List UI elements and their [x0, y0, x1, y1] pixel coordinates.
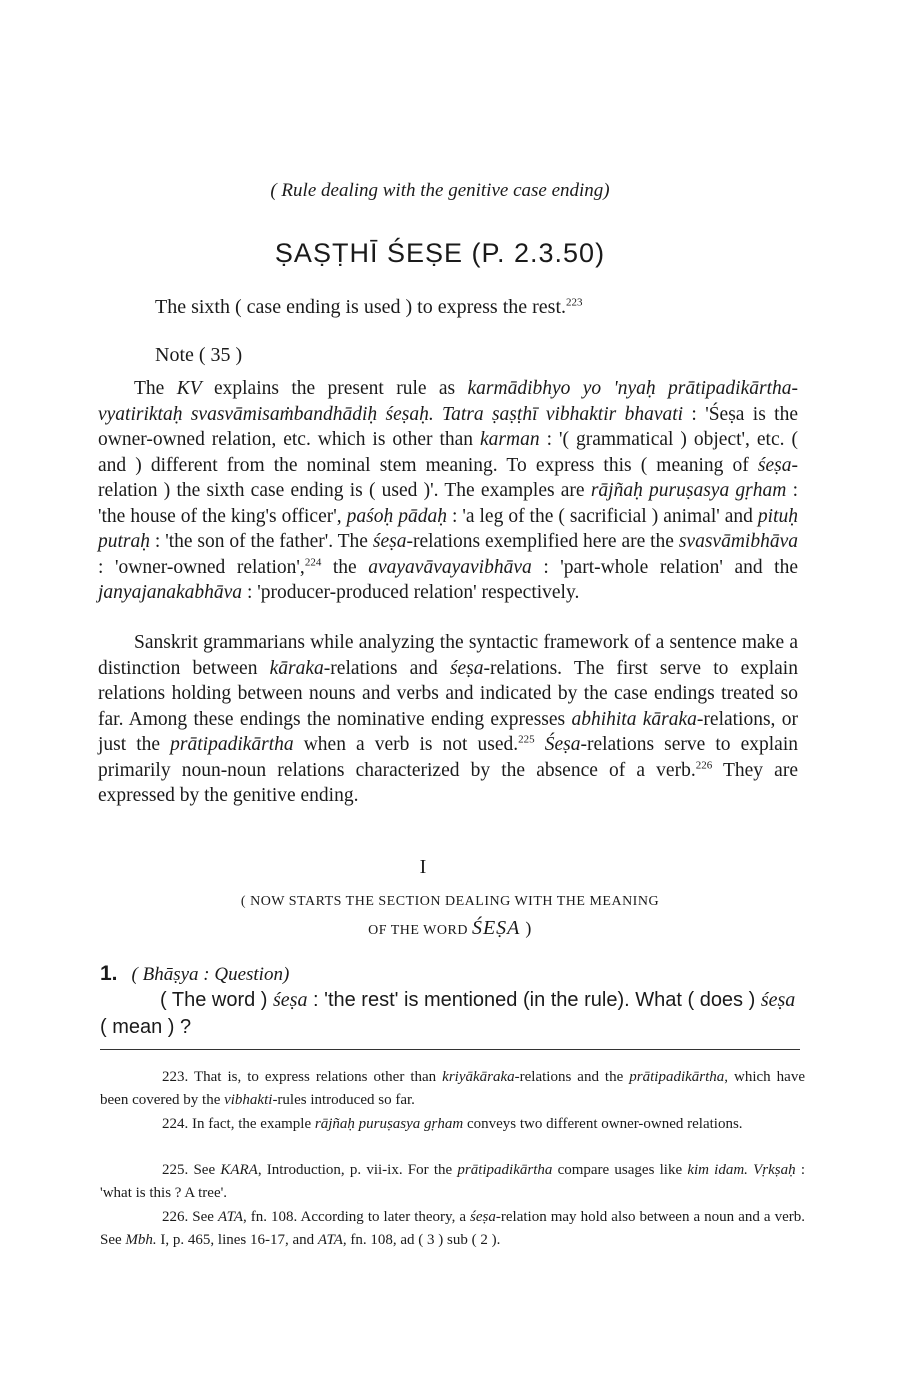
section-heading-line1: ( NOW STARTS THE SECTION DEALING WITH THE MEANING — [240, 894, 660, 909]
page-title: ṢAṢṬHĪ ŚEṢE (P. 2.3.50) — [274, 238, 606, 268]
text: -relations exemplified here are the — [406, 531, 679, 552]
text: -relations and — [323, 657, 450, 679]
text-italic: karman — [480, 429, 540, 450]
text: : 'a leg of the ( sacrificial ) animal' and — [446, 505, 758, 527]
text: : 'part-whole relation' and the — [531, 556, 798, 578]
text-italic: pituḥ putraḥ — [98, 505, 799, 552]
section-heading-line2 — [170, 915, 730, 944]
footnote-ref: 226 — [695, 759, 713, 771]
text: : 'the son of the father'. The — [150, 531, 373, 552]
text-italic: śeṣa — [760, 989, 796, 1011]
text: explains the present rule as — [201, 378, 468, 399]
text: ( The word ) — [160, 989, 273, 1011]
text-italic: ATA — [317, 1232, 343, 1248]
text-italic: paśoḥ pādaḥ — [346, 505, 447, 527]
paragraph-kv-explanation — [98, 376, 798, 606]
text: the — [321, 556, 369, 578]
text-italic: Śeṣa — [544, 734, 581, 755]
text: -relations. The first serve to explain relations holding between nouns and verbs and indicated by the case endings treated so far. Among these endings the nominative ending expresses — [98, 657, 798, 730]
question-label-text: ( Bhāṣya : Question) — [131, 964, 290, 985]
footnote-ref: 224 — [304, 556, 322, 568]
text: 224. In fact, the example — [162, 1116, 315, 1132]
text-italic: kāraka — [269, 657, 324, 679]
text: : '( grammatical ) object', etc. ( and ) different from the nominal stem meaning. To express this ( meaning of — [98, 429, 798, 476]
text: ( mean ) ? — [100, 1016, 192, 1038]
text-italic: avayavāvayavibhāva — [368, 556, 532, 578]
text: when a verb is not used. — [293, 734, 519, 755]
text-italic: janyajanakabhāva — [98, 582, 243, 603]
text-italic: kim idam. Vṛkṣaḥ — [687, 1162, 796, 1178]
text-italic: ŚEṢA — [471, 917, 521, 939]
text-italic: rājñaḥ puruṣasya gṛham — [314, 1116, 464, 1132]
text-italic: abhihita kāraka — [571, 708, 697, 730]
text: 226. See — [162, 1209, 218, 1225]
text-italic: Mbh. — [125, 1232, 157, 1248]
footnote-225 — [100, 1159, 805, 1205]
text: : 'Śeṣa is the owner-owned relation, etc. which is other than — [98, 403, 798, 450]
text: They are expressed by the genitive ending. — [98, 759, 798, 806]
text: Sanskrit grammarians while analyzing the syntactic framework of a sentence make a distinction between — [98, 632, 798, 679]
paragraph-grammarians — [98, 630, 798, 809]
text: 225. See — [162, 1162, 221, 1178]
text: : 'the house of the king's officer', — [98, 480, 798, 527]
footnote-223 — [100, 1066, 805, 1112]
text: ) — [520, 918, 532, 938]
footnote-ref: 225 — [518, 733, 535, 746]
text: : 'owner-owned relation', — [98, 556, 305, 578]
text-italic: śeṣa — [470, 1209, 496, 1225]
text-italic: śeṣa — [273, 989, 308, 1011]
footnote-divider — [100, 1049, 800, 1050]
text: , fn. 108, ad ( 3 ) sub ( 2 ). — [342, 1232, 501, 1248]
text-italic: KV — [176, 378, 202, 399]
question-number: 1. — [100, 962, 118, 985]
text: conveys two different owner-owned relations. — [463, 1116, 743, 1132]
text: : 'the rest' is mentioned (in the rule). What ( does ) — [307, 989, 761, 1011]
text-italic: rājñaḥ puruṣasya gṛham — [590, 480, 787, 501]
text: , which have been covered by the — [100, 1069, 805, 1108]
text: , fn. 108. According to later theory, a — [242, 1209, 471, 1225]
text-italic: prātipadikārtha — [170, 734, 294, 755]
text: compare usages like — [552, 1162, 688, 1178]
text: -relations, or just the — [98, 708, 798, 755]
text-italic: svasvāmibhāva — [678, 531, 798, 552]
text-italic: prātipadikārtha — [629, 1069, 725, 1085]
text: -relations serve to explain primarily noun-noun relations characterized by the absence of a verb. — [98, 734, 799, 781]
section-numeral: I — [419, 856, 427, 878]
text: I, p. 465, lines 16-17, and — [156, 1232, 318, 1248]
text: -relation may hold also between a noun and a verb. See — [100, 1209, 805, 1248]
note-heading: Note ( 35 ) — [155, 344, 243, 366]
footnote-ref: 223 — [566, 296, 583, 309]
text: 223. That is, to express relations other than — [162, 1069, 443, 1085]
text-italic: kriyākāraka — [442, 1069, 515, 1085]
text: -relation ) the sixth case ending is ( used )'. The examples are — [98, 454, 798, 501]
text: -rules introduced so far. — [272, 1092, 415, 1108]
text: -relations and the — [514, 1069, 630, 1085]
text-italic: prātipadikārtha — [457, 1162, 553, 1178]
footnote-226 — [100, 1206, 805, 1252]
text — [535, 734, 545, 755]
rule-description: ( Rule dealing with the genitive case ending) — [270, 180, 610, 201]
text: : 'producer-produced relation' respectively. — [242, 582, 580, 603]
text-italic: KARA — [220, 1162, 258, 1178]
question-text — [100, 987, 805, 1041]
sutra-translation — [155, 296, 583, 319]
text-italic: karmādibhyo yo 'nyaḥ prātipadikārtha-vyatiriktaḥ svasvāmisaṁbandhādiḥ śeṣaḥ. Tatra ṣaṣṭhī vibhaktir bhavati — [98, 378, 798, 425]
footnote-224 — [100, 1113, 805, 1136]
section-heading — [170, 889, 730, 944]
text: , Introduction, p. vii-ix. For the — [257, 1162, 458, 1178]
text: The — [134, 378, 177, 399]
sutra-text: The sixth ( case ending is used ) to express the rest. — [155, 296, 567, 318]
text-italic: śeṣa — [449, 657, 484, 679]
text-italic: ATA — [217, 1209, 243, 1225]
text-italic: śeṣa — [372, 531, 407, 552]
question-label — [100, 962, 289, 986]
text: : 'what is this ? A tree'. — [100, 1162, 805, 1201]
text-italic: śeṣa — [757, 454, 792, 476]
text: OF THE WORD — [368, 923, 472, 938]
text-italic: vibhakti — [224, 1092, 273, 1108]
